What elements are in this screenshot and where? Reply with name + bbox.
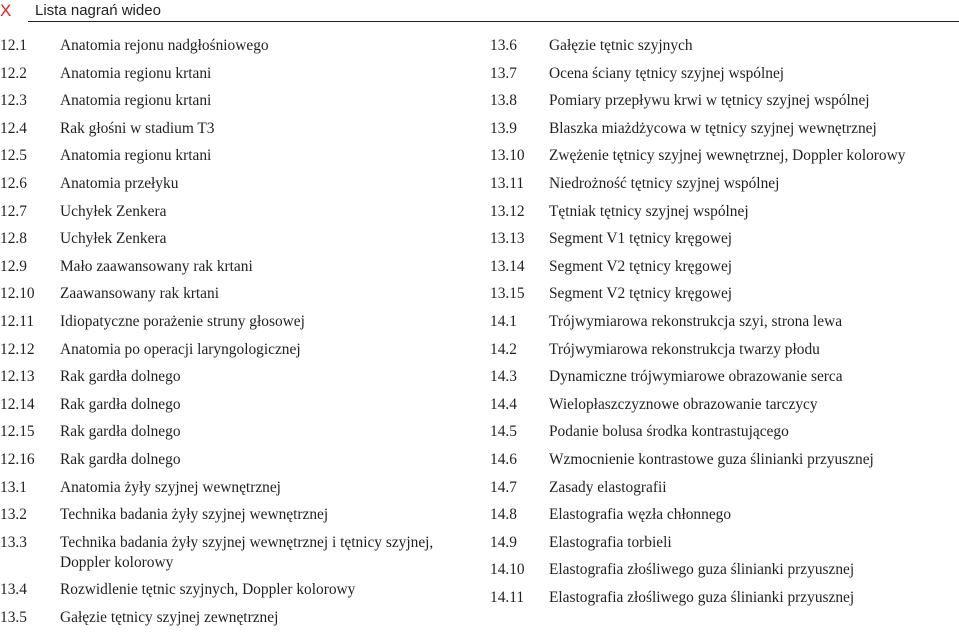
video-number: 13.12	[490, 202, 525, 220]
video-list-item[interactable]	[490, 478, 959, 498]
video-title: Dynamiczne trójwymiarowe obrazowanie serca	[549, 368, 843, 386]
video-number: 12.6	[0, 174, 27, 192]
video-title: Zaawansowany rak krtani	[60, 285, 219, 303]
video-title: Idiopatyczne porażenie struny głosowej	[60, 312, 305, 330]
video-number: 13.3	[0, 533, 27, 551]
video-list-item[interactable]	[490, 36, 959, 56]
video-list-item[interactable]	[0, 608, 470, 628]
video-number: 12.15	[0, 423, 35, 441]
video-number: 13.8	[490, 92, 517, 110]
video-number: 12.5	[0, 147, 27, 165]
video-title: Ocena ściany tętnicy szyjnej wspólnej	[549, 64, 785, 82]
video-title: Blaszka miażdżycowa w tętnicy szyjnej wewnętrznej	[549, 119, 877, 137]
video-title: Niedrożność tętnicy szyjnej wspólnej	[549, 174, 780, 192]
video-number: 12.4	[0, 119, 27, 137]
video-list-item[interactable]	[0, 202, 470, 222]
video-number: 12.7	[0, 202, 27, 220]
page-header	[0, 0, 959, 24]
video-number: 12.12	[0, 340, 35, 358]
video-number: 13.6	[490, 37, 517, 54]
video-number: 14.9	[490, 533, 517, 551]
video-number: 13.13	[490, 230, 525, 248]
video-title: Segment V2 tętnicy kręgowej	[549, 257, 733, 275]
video-number: 13.14	[490, 257, 525, 275]
video-number: 14.3	[490, 368, 517, 386]
video-title: Trójwymiarowa rekonstrukcja szyi, strona lewa	[549, 312, 843, 330]
video-title: Gałęzie tętnic szyjnych	[549, 37, 693, 54]
video-list-item[interactable]	[0, 312, 470, 332]
video-title: Rak gardła dolnego	[60, 368, 181, 386]
video-number: 14.10	[490, 561, 525, 579]
video-list-item[interactable]	[490, 505, 959, 525]
video-number: 13.7	[490, 64, 517, 82]
video-title: Anatomia po operacji laryngologicznej	[60, 340, 301, 358]
video-list-item[interactable]	[490, 422, 959, 442]
video-number: 14.2	[490, 340, 517, 358]
video-title: Gałęzie tętnicy szyjnej zewnętrznej	[60, 608, 279, 626]
video-list-item[interactable]	[490, 64, 959, 84]
video-number: 13.1	[0, 478, 27, 496]
video-number: 12.3	[0, 92, 27, 110]
video-title: Elastografia torbieli	[549, 533, 672, 551]
video-list-item[interactable]	[490, 588, 959, 608]
close-icon[interactable]: X	[0, 1, 12, 20]
video-number: 14.8	[490, 506, 517, 524]
video-title: Trójwymiarowa rekonstrukcja twarzy płodu	[549, 340, 820, 358]
video-title: Mało zaawansowany rak krtani	[60, 257, 253, 275]
video-title: Wielopłaszczyznowe obrazowanie tarczycy	[549, 395, 818, 413]
video-list-item[interactable]	[490, 174, 959, 194]
video-list-item[interactable]	[0, 146, 470, 166]
video-number: 13.10	[490, 147, 525, 165]
video-title: Zwężenie tętnicy szyjnej wewnętrznej, Doppler kolorowy	[549, 147, 906, 165]
video-list-item[interactable]	[0, 367, 470, 387]
video-number: 13.9	[490, 119, 517, 137]
video-list-item[interactable]	[0, 450, 470, 470]
video-number: 13.5	[0, 608, 27, 626]
video-list-item[interactable]	[490, 367, 959, 387]
video-title: Elastografia złośliwego guza ślinianki przyusznej	[549, 588, 855, 606]
video-number: 13.2	[0, 506, 27, 524]
video-list-item[interactable]	[0, 580, 470, 600]
video-list-left-column	[0, 36, 470, 635]
video-list-item[interactable]	[0, 174, 470, 194]
video-list-item[interactable]	[0, 395, 470, 415]
video-list-item[interactable]	[0, 340, 470, 360]
video-title: Anatomia żyły szyjnej wewnętrznej	[60, 478, 281, 496]
video-list-item[interactable]	[490, 146, 959, 166]
video-title: Anatomia regionu krtani	[60, 147, 212, 165]
video-list-item[interactable]	[0, 257, 470, 277]
video-list-item[interactable]	[490, 119, 959, 139]
video-list-item[interactable]	[490, 284, 959, 304]
video-list-item[interactable]	[490, 560, 959, 580]
video-title: Podanie bolusa środka kontrastującego	[549, 423, 789, 441]
video-number: 13.15	[490, 285, 525, 303]
video-list-item[interactable]	[0, 533, 470, 573]
video-title: Segment V1 tętnicy kręgowej	[549, 230, 733, 248]
video-number: 12.16	[0, 450, 35, 468]
header-divider	[28, 21, 959, 22]
video-list-item[interactable]	[490, 257, 959, 277]
video-list-item[interactable]	[0, 478, 470, 498]
video-title: Technika badania żyły szyjnej wewnętrznej i tętnicy szyjnej, Doppler kolorowy	[60, 533, 434, 571]
video-title: Uchyłek Zenkera	[60, 202, 167, 220]
video-list-item[interactable]	[0, 119, 470, 139]
video-title: Pomiary przepływu krwi w tętnicy szyjnej wspólnej	[549, 92, 870, 110]
video-number: 14.5	[490, 423, 517, 441]
video-number: 13.4	[0, 581, 27, 599]
video-title: Rozwidlenie tętnic szyjnych, Doppler kolorowy	[60, 581, 356, 599]
video-list-item[interactable]	[490, 202, 959, 222]
video-number: 13.11	[490, 174, 525, 192]
video-title: Elastografia złośliwego guza ślinianki przyusznej	[549, 561, 855, 579]
video-list-item[interactable]	[0, 284, 470, 304]
video-title: Rak gardła dolnego	[60, 423, 181, 441]
video-number: 12.2	[0, 64, 27, 82]
video-list-item[interactable]	[0, 91, 470, 111]
video-title: Tętniak tętnicy szyjnej wspólnej	[549, 202, 749, 220]
video-number: 14.1	[490, 312, 517, 330]
video-list-item[interactable]	[490, 450, 959, 470]
video-list-item[interactable]	[0, 229, 470, 249]
video-title: Anatomia regionu krtani	[60, 64, 212, 82]
video-number: 14.11	[490, 588, 525, 606]
video-title: Technika badania żyły szyjnej wewnętrznej	[60, 506, 329, 524]
video-title: Rak gardła dolnego	[60, 395, 181, 413]
video-title: Rak gardła dolnego	[60, 450, 181, 468]
video-number: 12.14	[0, 395, 35, 413]
page-title: Lista nagrań wideo	[35, 2, 161, 19]
video-number: 14.6	[490, 450, 517, 468]
video-title: Anatomia rejonu nadgłośniowego	[60, 37, 269, 54]
video-title: Uchyłek Zenkera	[60, 230, 167, 248]
video-list-item[interactable]	[490, 229, 959, 249]
video-title: Elastografia węzła chłonnego	[549, 506, 732, 524]
video-title: Anatomia regionu krtani	[60, 92, 212, 110]
video-title: Zasady elastografii	[549, 478, 667, 496]
video-list-item[interactable]	[490, 340, 959, 360]
video-title: Anatomia przełyku	[60, 174, 179, 192]
video-list-item[interactable]	[0, 505, 470, 525]
video-list-item[interactable]	[0, 64, 470, 84]
video-list-right-column	[490, 36, 959, 615]
video-number: 14.7	[490, 478, 517, 496]
video-number: 14.4	[490, 395, 517, 413]
video-list-item[interactable]	[490, 395, 959, 415]
video-list-item[interactable]	[0, 36, 470, 56]
video-number: 12.1	[0, 37, 27, 54]
video-list-item[interactable]	[490, 533, 959, 553]
video-list-item[interactable]	[490, 91, 959, 111]
video-list-item[interactable]	[490, 312, 959, 332]
video-number: 12.10	[0, 285, 35, 303]
video-title: Segment V2 tętnicy kręgowej	[549, 285, 733, 303]
video-title: Wzmocnienie kontrastowe guza ślinianki przyusznej	[549, 450, 874, 468]
video-title: Rak głośni w stadium T3	[60, 119, 215, 137]
video-number: 12.8	[0, 230, 27, 248]
video-number: 12.13	[0, 368, 35, 386]
video-number: 12.11	[0, 312, 35, 330]
video-list-item[interactable]	[0, 422, 470, 442]
video-number: 12.9	[0, 257, 27, 275]
